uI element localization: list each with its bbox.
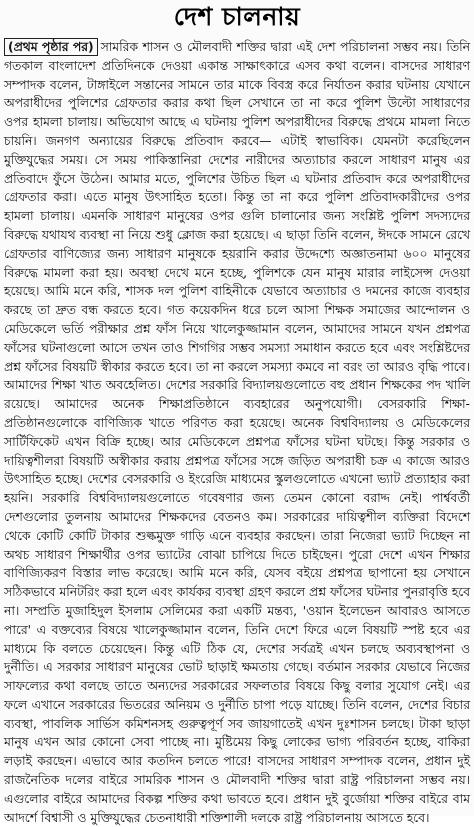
article-body <box>4 38 470 825</box>
article-headline: দেশ চালনায় <box>173 2 301 31</box>
continuation-label: (প্রথম পৃষ্ঠার পর) <box>4 38 98 56</box>
article-text: সামরিক শাসন ও মৌলবাদী শক্তির দ্বারা এই দেশ পরিচালনা সম্ভব নয়। তিনি গতকাল বাংলাদেশ প্রতিদিনকে দেওয়া একান্ত সাক্ষাৎকারে এসব কথা বলেন। বাসদের সাধারণ সম্পাদক বলেন, টাঙ্গাইলে সন্তানের সামনে তার মাকে বিবস্ত্র করে নির্যাতন করার ঘটনায় যেখানে অপরাধীদের পুলিশের গ্রেফতার করার কথা ছিল সেখানে তা না করে পুলিশ উল্টো সাধারণের ওপর হামলা চালায়। অভিযোগ আছে এ ঘটনায় পুলিশ অপরাধীদের বিরুদ্ধে প্রথমে মামলা নিতে চায়নি। জনগণ অন্যায়ের বিরুদ্ধে প্রতিবাদ করবে— এটাই স্বাভাবিক। যেমনটা করেছিলেন মুক্তিযুদ্ধের সময়। সে সময় পাকিস্তানিরা দেশের নারীদের অত্যাচার করলে সাধারণ মানুষ এর প্রতিবাদে ফুঁসে উঠেন। আমার মতে, পুলিশের উচিত ছিল এ ঘটনার প্রতিবাদ করে অপরাধীদের গ্রেফতার করা। এতে মানুষ উৎসাহিত হতো। কিন্তু তা না করে পুলিশ প্রতিবাদকারীদের ওপর হামলা চালায়। এমনকি সাধারণ মানুষের ওপর গুলি চালানোর জন্য সংশ্লিষ্ট পুলিশ সদস্যদের বিরুদ্ধে যথাযথ ব্যবস্থা না নিয়ে শুধু ক্লোজ করা হয়েছে। এ ছাড়া তিনি বলেন, ঈদকে সামনে রেখে গ্রেফতার বাণিজ্যের জন্য সাধারণ মানুষকে হয়রানি করার উদ্দেশ্যে অজ্ঞাতনামা ৬০০ মানুষের বিরুদ্ধে মামলা করা হয়। অবস্থা দেখে মনে হচ্ছে, পুলিশকে যেন মানুষ মারার লাইসেন্স দেওয়া হয়েছে। আমি মনে করি, শাসক দল পুলিশ বাহিনীকে যেভাবে অত্যাচার ও দমনের কাজে ব্যবহার করছে তা দ্রুত বন্ধ করতে হবে। গত কয়েকদিন ধরে চলে আসা শিক্ষক সমাজের আন্দোলন ও মেডিকেলে ভর্তি পরীক্ষার প্রশ্ন ফাঁস নিয়ে খালেকুজ্জামান বলেন, আমাদের সামনে যখন প্রশ্নপত্র ফাঁসের ঘটনাগুলো আসে তখন তাও শিগগির সম্ভব সমস্যা সমাধান করতে হবে এবং সংশ্লিষ্টদের প্রশ্ন ফাঁসের বিষয়টি স্বীকার করতে হবে। তা না করলে সমস্যা কমবে না বরং তা আরও বৃদ্ধি পাবে। আমাদের শিক্ষা খাত অবহেলিত। দেশের সরকারি বিদ্যালয়গুলোতে বহু প্রধান শিক্ষকের পদ খালি রয়েছে। আমাদের অনেক শিক্ষাপ্রতিষ্ঠানে ব্যবহারের অনুপযোগী। বেসরকারি শিক্ষা-প্রতিষ্ঠানগুলোকে বাণিজ্যিক খাতে পরিণত করা হয়েছে। অনেক বিশ্ববিদ্যালয় ও মেডিকেলের সার্টিফিকেট এখন বিক্রি হচ্ছে। আর মেডিকেলে প্রশ্নপত্র ফাঁসের ঘটনা ঘটছে। কিন্তু সরকার ও দায়িত্বশীলরা বিষয়টি অস্বীকার করায় প্রশ্নপত্র ফাঁসের সঙ্গে জড়িত অপরাধী চক্র এ কাজে আরও উৎসাহিত হচ্ছে। দেশের বেসরকারি ও ইংরেজি মাধ্যমের স্কুলগুলোতে এখনো ভ্যাট প্রত্যাহার করা হয়নি। সরকারি বিশ্ববিদ্যালয়গুলোতে গবেষণার জন্য তেমন কোনো বরাদ্দ নেই। পার্শ্ববর্তী দেশগুলোর তুলনায় আমাদের শিক্ষকদের বেতনও কম। সরকারের দায়িত্বশীল ব্যক্তিরা বিদেশে থেকে কোটি কোটি টাকার শুল্কমুক্ত গাড়ি এনে ব্যবহার করছেন। তারা নিজেরা ভ্যাট দিচ্ছেন না অথচ সাধারণ শিক্ষার্থীর ওপর ভ্যাটের বোঝা চাপিয়ে দিতে চাইছেন। পুরো দেশে এখন শিক্ষার বাণিজ্যিকরণ বিস্তার লাভ করেছে। আমি মনে করি, যেসব বইয়ে প্রশ্নপত্র ছাপানো হয় সেখানে সঠিকভাবে মনিটরিং করা হলে এবং কার্যকর ব্যবস্থা গ্রহণ করলে প্রশ্ন ফাঁসের ঘটনার পুনরাবৃত্তি হবে না। সম্প্রতি মুজাহিদুল ইসলাম সেলিমের করা একটি মন্তব্য, 'ওয়ান ইলেভেন আবারও আসতে পারে' এ বক্তব্যের বিষয়ে খালেকুজ্জামান বলেন, তিনি দেশে ফিরে এলে বিষয়টি স্পষ্ট হবে এর মাধ্যমে কি বলতে চেয়েছেন। কিন্তু এটি ঠিক যে, দেশের সর্বত্রই এখন চলছে অব্যবস্থাপনা ও দুর্নীতি। এ সরকার সাধারণ মানুষের ভোট ছাড়াই ক্ষমতায় গেছে। বর্তমান সরকার যেভাবে নিজের সাফল্যের কথা বলছে তাতে অন্যদের সরকারের সফলতার বিষয়ে কিছু বলার সুযোগ নেই। এর ফলে এখানে সরকারের ভিতরের অনিয়ম ও দুর্নীতি চাপা পড়ে যাচ্ছে। তিনি বলেন, দেশের বিচার ব্যবস্থা, পাবলিক সার্ভিস কমিশনসহ গুরুত্বপূর্ণ সব জায়গাতেই এখন দুঃশাসন চলছে। টাকা ছাড়া মানুষ এখন আর কোনো সেবা পাচ্ছে না। মুষ্টিমেয় কিছু লোকের ভাগ্য পরিবর্তন হচ্ছে, বাকিরা লড়াই করছেন। এভাবে আর কতদিন চলতে পারে! বাসদের সাধারণ সম্পাদক বলেন, প্রধান দুই রাজনৈতিক দলের বাইরে সামরিক শাসন ও মৌলবাদী শক্তির দ্বারা রাষ্ট্র পরিচালনা সম্ভব নয়। এগুলোর বাইরে আমাদের বিকল্প শক্তির কথা ভাবতে হবে। প্রধান দুই বুর্জোয়া শক্তির বাইরে বাম আদর্শে বিশ্বাসী ও মুক্তিযুদ্ধের চেতনাধারী শক্তিশালী দলকে রাষ্ট্র পরিচালনায় আসতে হবে। <box>4 40 470 825</box>
